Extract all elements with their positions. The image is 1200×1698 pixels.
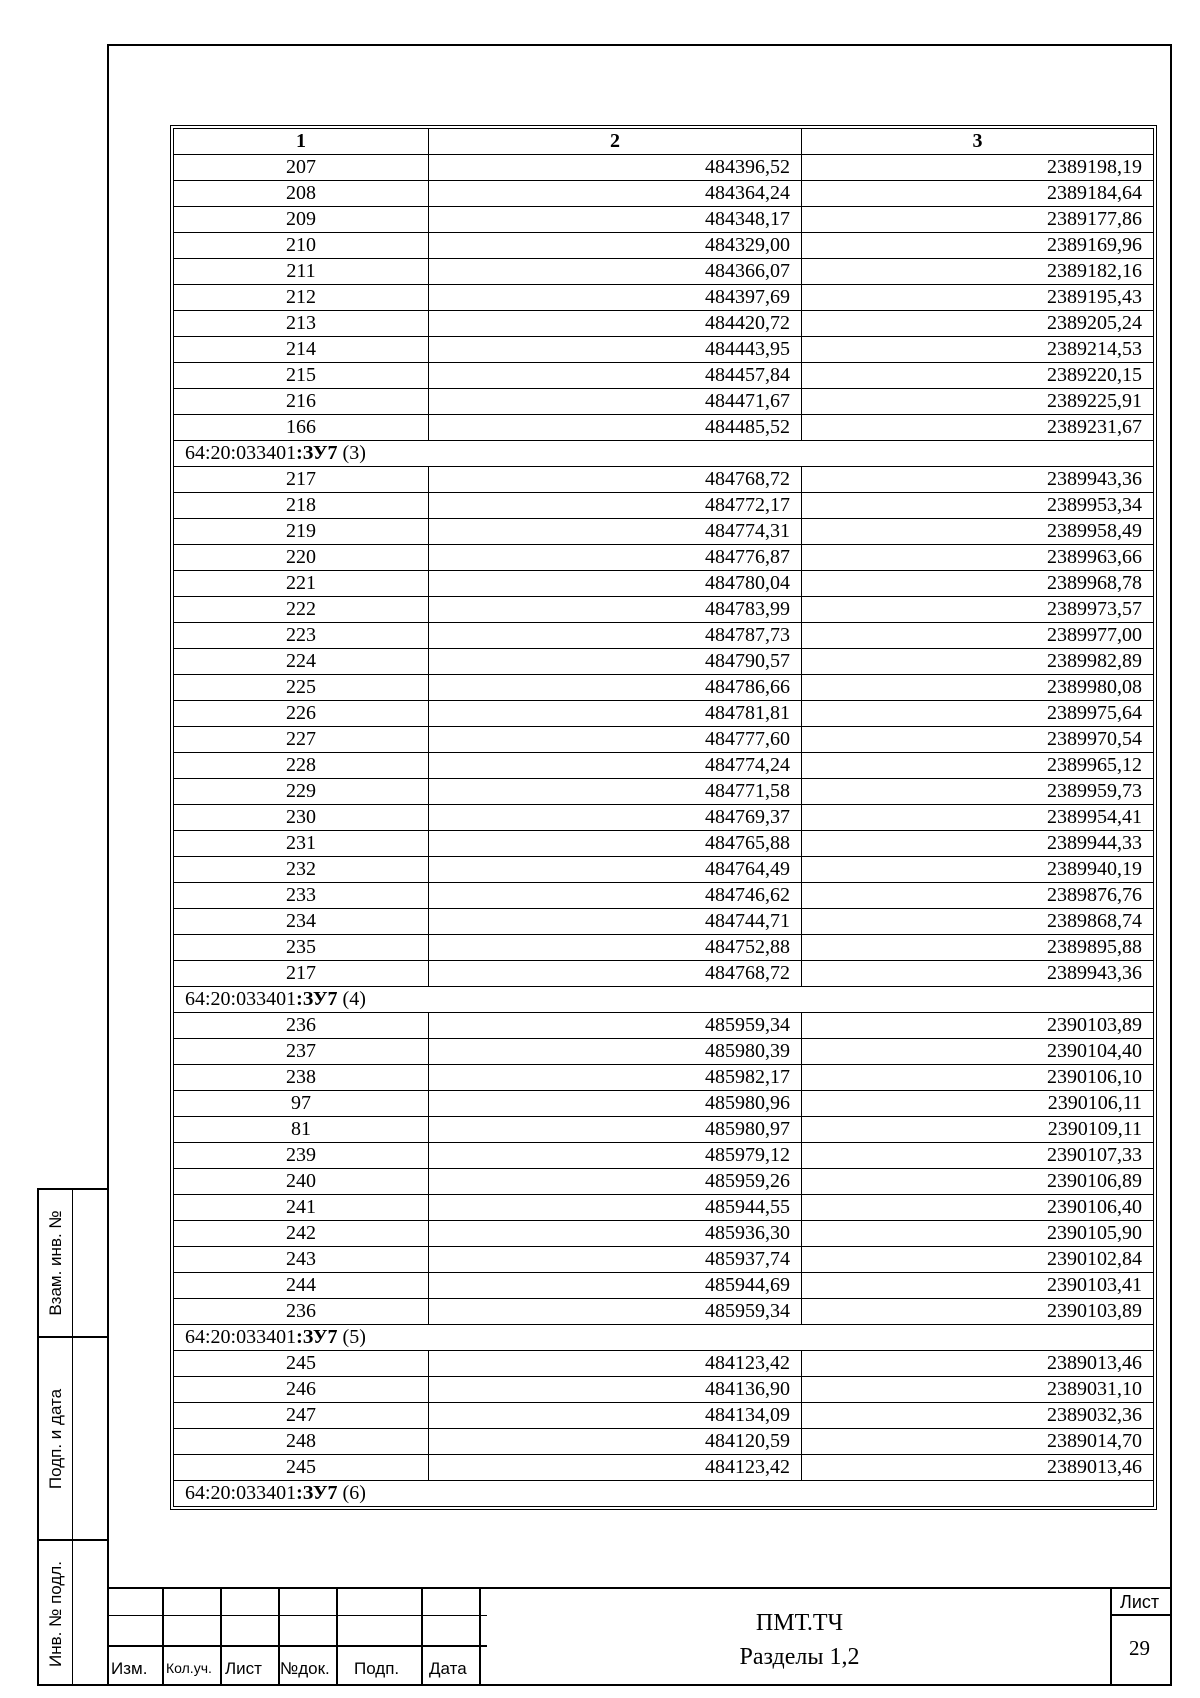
y-coordinate-cell: 2390103,89: [802, 1013, 1154, 1039]
point-number-cell: 215: [174, 363, 429, 389]
parcel-label: [174, 1481, 1154, 1507]
y-coordinate-cell: 2389977,00: [802, 623, 1154, 649]
parcel-code: :ЗУ7: [296, 442, 338, 464]
table-row: [174, 1065, 1154, 1091]
table-row: [174, 649, 1154, 675]
table-row: [174, 311, 1154, 337]
table-row: [174, 1117, 1154, 1143]
x-coordinate-cell: 485980,97: [429, 1117, 802, 1143]
x-coordinate-cell: 484457,84: [429, 363, 802, 389]
coordinates-table: [173, 128, 1154, 1507]
x-coordinate-cell: 484443,95: [429, 337, 802, 363]
x-coordinate-cell: 484752,88: [429, 935, 802, 961]
point-number-cell: 236: [174, 1013, 429, 1039]
x-coordinate-cell: 484769,37: [429, 805, 802, 831]
column-header-3: 3: [802, 129, 1154, 155]
table-row: [174, 1273, 1154, 1299]
point-number-cell: 213: [174, 311, 429, 337]
point-number-cell: 218: [174, 493, 429, 519]
x-coordinate-cell: 485959,26: [429, 1169, 802, 1195]
x-coordinate-cell: 485937,74: [429, 1247, 802, 1273]
table-row: [174, 467, 1154, 493]
y-coordinate-cell: 2389959,73: [802, 779, 1154, 805]
table-row: [174, 623, 1154, 649]
table-row: [174, 1351, 1154, 1377]
y-coordinate-cell: 2389876,76: [802, 883, 1154, 909]
x-coordinate-cell: 484774,24: [429, 753, 802, 779]
table-row: [174, 675, 1154, 701]
x-coordinate-cell: 485944,55: [429, 1195, 802, 1221]
point-number-cell: 211: [174, 259, 429, 285]
table-row: [174, 727, 1154, 753]
y-coordinate-cell: 2389031,10: [802, 1377, 1154, 1403]
y-coordinate-cell: 2389973,57: [802, 597, 1154, 623]
x-coordinate-cell: 484744,71: [429, 909, 802, 935]
side-stamp-podp-label: Подп. и дата: [45, 1388, 65, 1489]
table-row: [174, 961, 1154, 987]
point-number-cell: 214: [174, 337, 429, 363]
point-number-cell: 237: [174, 1039, 429, 1065]
y-coordinate-cell: 2389975,64: [802, 701, 1154, 727]
y-coordinate-cell: 2389958,49: [802, 519, 1154, 545]
table-row: [174, 363, 1154, 389]
parcel-prefix: 64:20:033401: [185, 1326, 297, 1348]
y-coordinate-cell: 2389225,91: [802, 389, 1154, 415]
x-coordinate-cell: 484123,42: [429, 1351, 802, 1377]
title-block-ndok: №док.: [280, 1659, 330, 1678]
y-coordinate-cell: 2390103,41: [802, 1273, 1154, 1299]
parcel-suffix: (3): [337, 442, 366, 464]
point-number-cell: 226: [174, 701, 429, 727]
side-stamp-inv-label: Инв. № подл.: [45, 1560, 65, 1667]
table-row: [174, 1091, 1154, 1117]
point-number-cell: 217: [174, 467, 429, 493]
x-coordinate-cell: 485980,39: [429, 1039, 802, 1065]
point-number-cell: 244: [174, 1273, 429, 1299]
x-coordinate-cell: 484787,73: [429, 623, 802, 649]
point-number-cell: 233: [174, 883, 429, 909]
x-coordinate-cell: 484771,58: [429, 779, 802, 805]
point-number-cell: 207: [174, 155, 429, 181]
point-number-cell: 208: [174, 181, 429, 207]
column-header-1: 1: [174, 129, 429, 155]
x-coordinate-cell: 485944,69: [429, 1273, 802, 1299]
table-row: [174, 571, 1154, 597]
y-coordinate-cell: 2390105,90: [802, 1221, 1154, 1247]
y-coordinate-cell: 2390106,89: [802, 1169, 1154, 1195]
table-row: [174, 1299, 1154, 1325]
side-stamp: [37, 1188, 109, 1686]
table-row: [174, 909, 1154, 935]
x-coordinate-cell: 484348,17: [429, 207, 802, 233]
x-coordinate-cell: 485982,17: [429, 1065, 802, 1091]
y-coordinate-cell: 2390109,11: [802, 1117, 1154, 1143]
y-coordinate-cell: 2389963,66: [802, 545, 1154, 571]
y-coordinate-cell: 2389970,54: [802, 727, 1154, 753]
table-row: [174, 207, 1154, 233]
parcel-label: [174, 987, 1154, 1013]
y-coordinate-cell: 2389965,12: [802, 753, 1154, 779]
point-number-cell: 232: [174, 857, 429, 883]
side-stamp-vzam-label: Взам. инв. №: [45, 1210, 65, 1316]
x-coordinate-cell: 484786,66: [429, 675, 802, 701]
column-header-2: 2: [429, 129, 802, 155]
y-coordinate-cell: 2389169,96: [802, 233, 1154, 259]
y-coordinate-cell: 2389184,64: [802, 181, 1154, 207]
x-coordinate-cell: 484364,24: [429, 181, 802, 207]
y-coordinate-cell: 2389195,43: [802, 285, 1154, 311]
parcel-code: :ЗУ7: [296, 988, 338, 1010]
table-row: [174, 935, 1154, 961]
y-coordinate-cell: 2389220,15: [802, 363, 1154, 389]
table-body: [174, 155, 1154, 1507]
point-number-cell: 228: [174, 753, 429, 779]
table-row: [174, 1221, 1154, 1247]
y-coordinate-cell: 2389013,46: [802, 1455, 1154, 1481]
table-row: [174, 493, 1154, 519]
table-row: [174, 753, 1154, 779]
table-row: [174, 597, 1154, 623]
x-coordinate-cell: 484783,99: [429, 597, 802, 623]
group-header-row: [174, 1481, 1154, 1507]
point-number-cell: 216: [174, 389, 429, 415]
table-row: [174, 1377, 1154, 1403]
x-coordinate-cell: 484396,52: [429, 155, 802, 181]
table-row: [174, 701, 1154, 727]
y-coordinate-cell: 2390103,89: [802, 1299, 1154, 1325]
table-row: [174, 1169, 1154, 1195]
x-coordinate-cell: 484774,31: [429, 519, 802, 545]
y-coordinate-cell: 2389214,53: [802, 337, 1154, 363]
x-coordinate-cell: 484397,69: [429, 285, 802, 311]
table-row: [174, 883, 1154, 909]
y-coordinate-cell: 2390106,11: [802, 1091, 1154, 1117]
table-row: [174, 259, 1154, 285]
point-number-cell: 242: [174, 1221, 429, 1247]
table-row: [174, 545, 1154, 571]
parcel-suffix: (6): [337, 1482, 366, 1504]
point-number-cell: 236: [174, 1299, 429, 1325]
x-coordinate-cell: 484781,81: [429, 701, 802, 727]
title-block-podp: Подп.: [354, 1659, 400, 1678]
table-row: [174, 1247, 1154, 1273]
point-number-cell: 221: [174, 571, 429, 597]
point-number-cell: 224: [174, 649, 429, 675]
group-header-row: [174, 987, 1154, 1013]
side-stamp-vzam: [39, 1190, 109, 1336]
x-coordinate-cell: 485959,34: [429, 1013, 802, 1039]
y-coordinate-cell: 2389868,74: [802, 909, 1154, 935]
point-number-cell: 217: [174, 961, 429, 987]
y-coordinate-cell: 2389198,19: [802, 155, 1154, 181]
table-row: [174, 1403, 1154, 1429]
point-number-cell: 219: [174, 519, 429, 545]
x-coordinate-cell: 484777,60: [429, 727, 802, 753]
parcel-code: :ЗУ7: [296, 1482, 338, 1504]
x-coordinate-cell: 484790,57: [429, 649, 802, 675]
y-coordinate-cell: 2389944,33: [802, 831, 1154, 857]
point-number-cell: 225: [174, 675, 429, 701]
point-number-cell: 223: [174, 623, 429, 649]
point-number-cell: 230: [174, 805, 429, 831]
table-row: [174, 1455, 1154, 1481]
point-number-cell: 212: [174, 285, 429, 311]
y-coordinate-cell: 2389953,34: [802, 493, 1154, 519]
table-row: [174, 857, 1154, 883]
y-coordinate-cell: 2389980,08: [802, 675, 1154, 701]
title-block-data: Дата: [429, 1659, 467, 1678]
point-number-cell: 234: [174, 909, 429, 935]
side-stamp-inv: [39, 1539, 109, 1686]
title-block: [107, 1587, 1172, 1686]
y-coordinate-cell: 2390102,84: [802, 1247, 1154, 1273]
group-header-row: [174, 1325, 1154, 1351]
x-coordinate-cell: 485959,34: [429, 1299, 802, 1325]
x-coordinate-cell: 485980,96: [429, 1091, 802, 1117]
x-coordinate-cell: 485936,30: [429, 1221, 802, 1247]
table-row: [174, 1013, 1154, 1039]
point-number-cell: 222: [174, 597, 429, 623]
point-number-cell: 235: [174, 935, 429, 961]
table-row: [174, 337, 1154, 363]
y-coordinate-cell: 2389968,78: [802, 571, 1154, 597]
point-number-cell: 241: [174, 1195, 429, 1221]
table-row: [174, 233, 1154, 259]
sheet-label: Лист: [1120, 1592, 1160, 1612]
x-coordinate-cell: 484134,09: [429, 1403, 802, 1429]
point-number-cell: 238: [174, 1065, 429, 1091]
x-coordinate-cell: 484120,59: [429, 1429, 802, 1455]
y-coordinate-cell: 2389205,24: [802, 311, 1154, 337]
parcel-label: [174, 441, 1154, 467]
y-coordinate-cell: 2389013,46: [802, 1351, 1154, 1377]
side-stamp-podp: [39, 1336, 109, 1539]
y-coordinate-cell: 2389943,36: [802, 467, 1154, 493]
y-coordinate-cell: 2389943,36: [802, 961, 1154, 987]
point-number-cell: 231: [174, 831, 429, 857]
document-code: ПМТ.ТЧ: [755, 1610, 844, 1636]
point-number-cell: 210: [174, 233, 429, 259]
point-number-cell: 247: [174, 1403, 429, 1429]
document-section: Разделы 1,2: [739, 1644, 860, 1670]
y-coordinate-cell: 2389182,16: [802, 259, 1154, 285]
y-coordinate-cell: 2390104,40: [802, 1039, 1154, 1065]
point-number-cell: 248: [174, 1429, 429, 1455]
y-coordinate-cell: 2389940,19: [802, 857, 1154, 883]
table-row: [174, 1143, 1154, 1169]
x-coordinate-cell: 484471,67: [429, 389, 802, 415]
point-number-cell: 209: [174, 207, 429, 233]
table-row: [174, 389, 1154, 415]
x-coordinate-cell: 485979,12: [429, 1143, 802, 1169]
x-coordinate-cell: 484136,90: [429, 1377, 802, 1403]
x-coordinate-cell: 484329,00: [429, 233, 802, 259]
point-number-cell: 246: [174, 1377, 429, 1403]
parcel-label: [174, 1325, 1154, 1351]
table-row: [174, 155, 1154, 181]
point-number-cell: 239: [174, 1143, 429, 1169]
parcel-suffix: (5): [337, 1326, 366, 1348]
point-number-cell: 245: [174, 1351, 429, 1377]
x-coordinate-cell: 484768,72: [429, 961, 802, 987]
x-coordinate-cell: 484485,52: [429, 415, 802, 441]
y-coordinate-cell: 2389982,89: [802, 649, 1154, 675]
table-row: [174, 285, 1154, 311]
y-coordinate-cell: 2389895,88: [802, 935, 1154, 961]
table-row: [174, 415, 1154, 441]
y-coordinate-cell: 2389231,67: [802, 415, 1154, 441]
y-coordinate-cell: 2390107,33: [802, 1143, 1154, 1169]
title-block-izm: Изм.: [111, 1659, 148, 1678]
x-coordinate-cell: 484746,62: [429, 883, 802, 909]
point-number-cell: 220: [174, 545, 429, 571]
point-number-cell: 166: [174, 415, 429, 441]
point-number-cell: 240: [174, 1169, 429, 1195]
table-row: [174, 1039, 1154, 1065]
point-number-cell: 227: [174, 727, 429, 753]
x-coordinate-cell: 484764,49: [429, 857, 802, 883]
y-coordinate-cell: 2389032,36: [802, 1403, 1154, 1429]
x-coordinate-cell: 484776,87: [429, 545, 802, 571]
table-row: [174, 181, 1154, 207]
y-coordinate-cell: 2389177,86: [802, 207, 1154, 233]
title-block-list: Лист: [225, 1659, 262, 1678]
table-row: [174, 831, 1154, 857]
table-row: [174, 779, 1154, 805]
point-number-cell: 229: [174, 779, 429, 805]
x-coordinate-cell: 484772,17: [429, 493, 802, 519]
x-coordinate-cell: 484366,07: [429, 259, 802, 285]
parcel-prefix: 64:20:033401: [185, 1482, 297, 1504]
x-coordinate-cell: 484765,88: [429, 831, 802, 857]
x-coordinate-cell: 484123,42: [429, 1455, 802, 1481]
table-header-row: [174, 129, 1154, 155]
sheet-number: 29: [1129, 1636, 1150, 1660]
x-coordinate-cell: 484420,72: [429, 311, 802, 337]
point-number-cell: 81: [174, 1117, 429, 1143]
y-coordinate-cell: 2389954,41: [802, 805, 1154, 831]
parcel-prefix: 64:20:033401: [185, 988, 297, 1010]
y-coordinate-cell: 2390106,10: [802, 1065, 1154, 1091]
group-header-row: [174, 441, 1154, 467]
point-number-cell: 97: [174, 1091, 429, 1117]
title-block-kol: Кол.уч.: [166, 1660, 212, 1676]
y-coordinate-cell: 2390106,40: [802, 1195, 1154, 1221]
table-row: [174, 1429, 1154, 1455]
parcel-suffix: (4): [337, 988, 366, 1010]
y-coordinate-cell: 2389014,70: [802, 1429, 1154, 1455]
parcel-code: :ЗУ7: [296, 1326, 338, 1348]
parcel-prefix: 64:20:033401: [185, 442, 297, 464]
point-number-cell: 245: [174, 1455, 429, 1481]
x-coordinate-cell: 484768,72: [429, 467, 802, 493]
table-row: [174, 519, 1154, 545]
point-number-cell: 243: [174, 1247, 429, 1273]
table-row: [174, 805, 1154, 831]
x-coordinate-cell: 484780,04: [429, 571, 802, 597]
table-row: [174, 1195, 1154, 1221]
